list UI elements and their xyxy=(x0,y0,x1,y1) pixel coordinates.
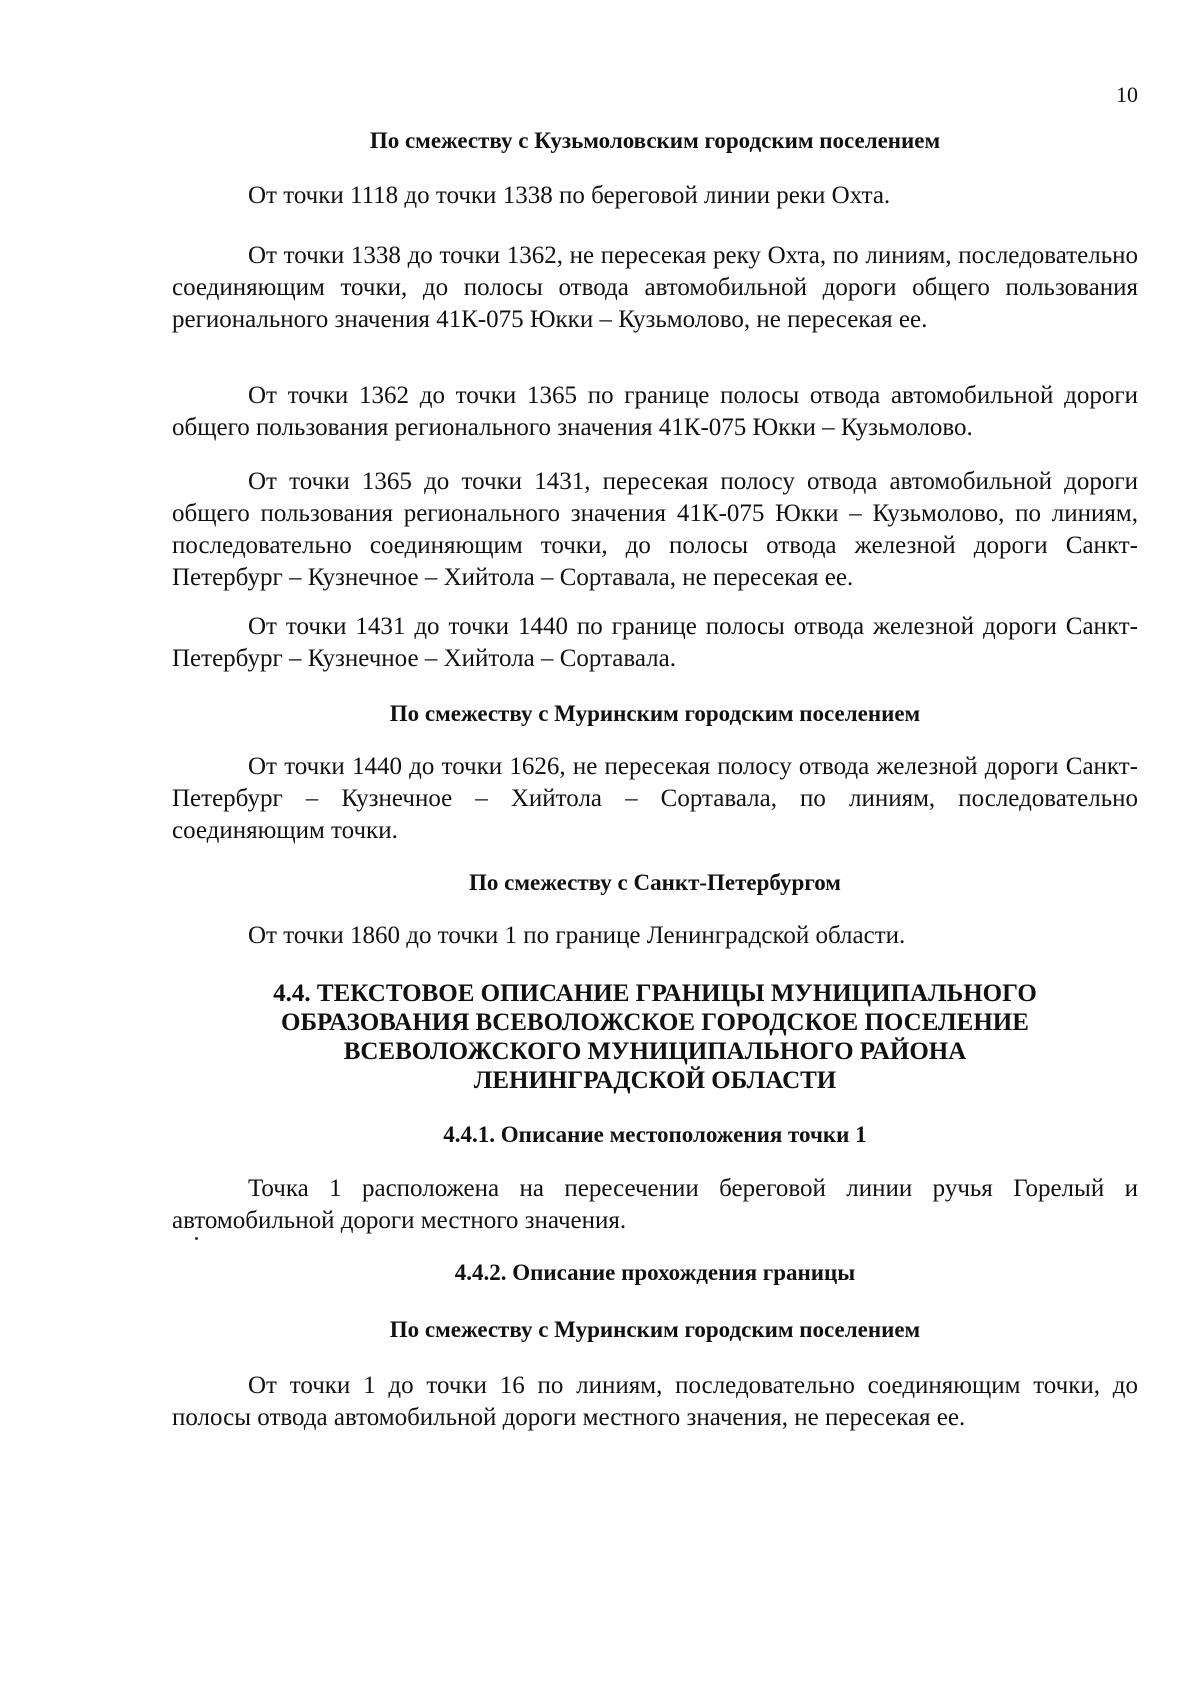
paragraph-1365-1431: От точки 1365 до точки 1431, пересекая полосу отвода автомобильной дороги общего пользования регионального значения 41К-075 Юкки – Кузьмолово, по линиям, последовательно соединяющим точки, до полосы отвода железной дороги Санкт-Петербург – Кузнечное – Хийтола – Сортавала, не пересекая ее. xyxy=(172,468,1138,591)
scan-speck xyxy=(195,1237,198,1240)
chapter-title-line-1: 4.4. ТЕКСТОВОЕ ОПИСАНИЕ ГРАНИЦЫ МУНИЦИПАЛЬНОГО xyxy=(273,980,1037,1007)
paragraph-point-1-location: Точка 1 расположена на пересечении береговой линии ручья Горелый и автомобильной дороги местного значения. xyxy=(172,1175,1138,1234)
paragraph-1338-1362: От точки 1338 до точки 1362, не пересекая реку Охта, по линиям, последовательно соединяющим точки, до полосы отвода автомобильной дороги общего пользования регионального значения 41К-075 Юкки – Кузьмолово, не пересекая ее. xyxy=(172,242,1138,333)
section-heading-murino: По смежеству с Муринским городским поселением xyxy=(389,701,921,726)
chapter-title-line-3: ВСЕВОЛОЖСКОГО МУНИЦИПАЛЬНОГО РАЙОНА xyxy=(343,1038,967,1065)
paragraph-1-16: От точки 1 до точки 16 по линиям, последовательно соединяющим точки, до полосы отвода автомобильной дороги местного значения, не пересекая ее. xyxy=(172,1372,1138,1431)
paragraph-1118-1338: От точки 1118 до точки 1338 по береговой линии реки Охта. xyxy=(248,182,891,209)
paragraph-1860-1: От точки 1860 до точки 1 по границе Ленинградской области. xyxy=(248,922,906,949)
chapter-title-line-4: ЛЕНИНГРАДСКОЙ ОБЛАСТИ xyxy=(473,1067,837,1094)
chapter-title-line-2: ОБРАЗОВАНИЯ ВСЕВОЛОЖСКОЕ ГОРОДСКОЕ ПОСЕЛЕНИЕ xyxy=(281,1009,1029,1036)
page-number: 10 xyxy=(1116,82,1138,107)
section-heading-saint-petersburg: По смежеству с Санкт-Петербургом xyxy=(469,870,841,895)
paragraph-1440-1626: От точки 1440 до точки 1626, не пересекая полосу отвода железной дороги Санкт-Петербург – Кузнечное – Хийтола – Сортавала, по линиям, последовательно соединяющим точки. xyxy=(172,753,1138,844)
paragraph-1362-1365: От точки 1362 до точки 1365 по границе полосы отвода автомобильной дороги общего пользования регионального значения 41К-075 Юкки – Кузьмолово. xyxy=(172,382,1138,441)
subsection-heading-4-4-1: 4.4.1. Описание местоположения точки 1 xyxy=(443,1122,867,1147)
subsection-heading-4-4-2: 4.4.2. Описание прохождения границы xyxy=(454,1260,856,1285)
section-heading-kuzmolovo: По смежеству с Кузьмоловским городским поселением xyxy=(369,128,941,153)
paragraph-1431-1440: От точки 1431 до точки 1440 по границе полосы отвода железной дороги Санкт-Петербург – Кузнечное – Хийтола – Сортавала. xyxy=(172,613,1138,672)
section-heading-murino-2: По смежеству с Муринским городским поселением xyxy=(389,1317,921,1342)
